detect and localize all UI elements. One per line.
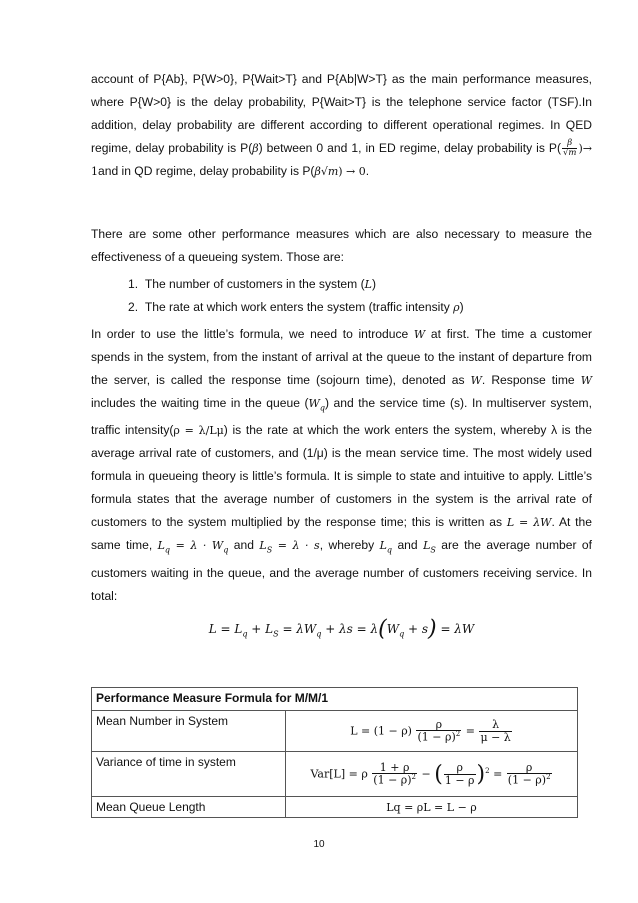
- measures-list: [91, 273, 592, 319]
- mean-queue-length-formula: Lq = ρL = L − ρ: [286, 797, 578, 818]
- paragraph-littles-formula: In order to use the little’s formula, we need to introduce W at first. The time a customer spends in the system, from the instant of arrival at the queue to the instant of departure from the server, is called the response time (sojourn time), denoted as W. Response time W includes the waiting time in the queue $(W_q)$ and the service time (s). In multiserver system, traffic intensity(ρ = λ/Lμ) is the rate at which the work enters the system, whereby λ is the average arrival rate of customers, and (1/μ) is the mean service time. The most widely used formula in queueing theory is little’s formula. It is simple to state and intuitive to apply. Little’s formula states that the average number of customers in the system is the arrival rate of customers to the system multiplied by the response time; this is written as L = λW. At the same time, $L_q = \lambda \cdot W_q$ and $L_S = \lambda \cdot s$, whereby $L_q$ and $L_S$ are the average number of customers waiting in the queue, and the average number of customers receiving service. In total:: [91, 327, 593, 603]
- beta-symbol: β: [252, 142, 259, 155]
- p1-text-2: ) between 0 and 1, in ED regime, delay probability is P(: [258, 141, 561, 155]
- row-label: Mean Queue Length: [92, 797, 286, 818]
- table-header: Performance Measure Formula for M/M/1: [92, 688, 578, 711]
- qd-expression: β√m: [314, 165, 339, 178]
- table-row: [92, 752, 578, 797]
- list-item: 1. The number of customers in the system (L): [128, 277, 376, 291]
- beta-over-sqrt-m-fraction: $\frac{\beta}{√m}$: [563, 138, 577, 159]
- total-littles-equation: $L = L_q + L_S = \lambda W_q + \lambda s = \lambda(W_q + s) = \lambda W$: [208, 616, 475, 642]
- table-row: [92, 797, 578, 818]
- row-label: Mean Number in System: [92, 711, 286, 752]
- page-number: 10: [313, 839, 325, 850]
- p1-text-5: ) → 0: [338, 165, 366, 178]
- traffic-intensity-expression: ρ = λ/Lμ: [173, 424, 224, 438]
- variance-formula: Var[L] = ρ $\frac{1 + \rho}{(1 - \rho)^2}$ − ( $\frac{\rho}{1 - \rho}$ )$^2$ = $\frac{\rho}{(1 - \rho)^2}$: [286, 752, 578, 797]
- spacer: [91, 183, 592, 223]
- row-label: Variance of time in system: [92, 752, 286, 797]
- table-header-row: [92, 688, 578, 711]
- paragraph-other-measures: There are some other performance measures which are also necessary to measure the effectiveness of a queueing system. Those are:: [91, 227, 592, 264]
- document-body: [91, 68, 592, 648]
- mm1-performance-table: [91, 687, 578, 818]
- list-item: 2. The rate at which work enters the system (traffic intensity ρ): [128, 300, 464, 314]
- p1-text-4: and in QD regime, delay probability is P(: [98, 164, 315, 178]
- p1-text-1: account of P{Ab}, P{W>0}, P{Wait>T} and P{Ab|W>T} as the main performance measures, where P{W>0} is the delay probability, P{Wait>T} is the telephone service factor (TSF).In addition, delay probability are different according to different operational regimes. In QED regime, delay probability is P(: [91, 72, 592, 155]
- p1-text-3: )→ 1: [91, 142, 592, 178]
- table-row: [92, 711, 578, 752]
- littles-formula-inline: L = λW: [506, 516, 552, 530]
- paragraph-performance-measures: account of P{Ab}, P{W>0}, P{Wait>T} and P{Ab|W>T} as the main performance measures, where P{W>0} is the delay probability, P{Wait>T} is the telephone service factor (TSF).In addition, delay probability are different according to different operational regimes. In QED regime, delay probability is P(β) between 0 and 1, in ED regime, delay probability is P( $\frac{\beta}{√m}$ )→ 1and in QD regime, delay probability is P(β√m) → 0.: [91, 72, 592, 178]
- mean-number-formula: L = (1 − ρ) $\frac{\rho}{(1 - \rho)^2}$ = $\frac{\lambda}{\mu - \lambda}$: [286, 711, 578, 752]
